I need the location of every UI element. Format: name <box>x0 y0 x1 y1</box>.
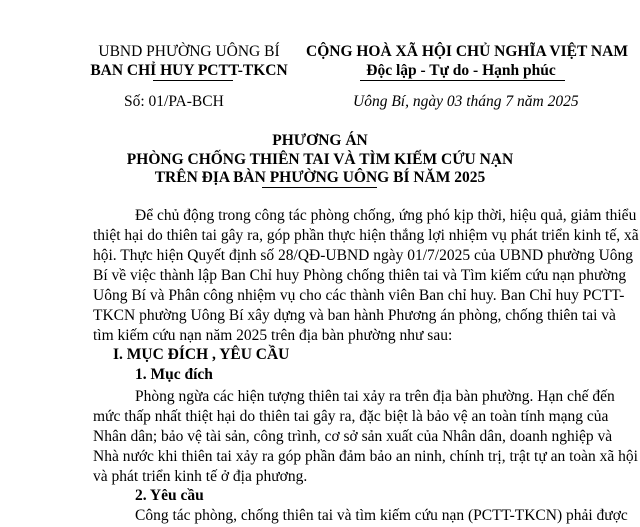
purpose-line: và phát triển kinh tế ở địa phương. <box>93 468 308 485</box>
org-underline <box>153 80 233 81</box>
intro-line: thiệt hại do thiên tai gây ra, góp phần thực hiện thắng lợi nhiệm vụ phát triển kinh tế, xã <box>93 227 639 244</box>
title-line2: PHÒNG CHỐNG THIÊN TAI VÀ TÌM KIẾM CỨU NẠN <box>126 151 514 168</box>
motto-underline <box>360 80 565 81</box>
section-heading: I. MỤC ĐÍCH , YÊU CẦU <box>113 346 290 363</box>
intro-line: TKCN phường Uông Bí xây dựng và ban hành Phương án phòng, chống thiên tai và <box>93 307 616 324</box>
title-line1: PHƯƠNG ÁN <box>272 132 368 149</box>
org-name-line1: UBND PHƯỜNG UÔNG BÍ <box>98 43 280 60</box>
requirements-line: Công tác phòng, chống thiên tai và tìm kiếm cứu nạn (PCTT-TKCN) phải được <box>135 507 628 524</box>
place-and-date: Uông Bí, ngày 03 tháng 7 năm 2025 <box>353 93 579 110</box>
country-name: CỘNG HOÀ XÃ HỘI CHỦ NGHĨA VIỆT NAM <box>306 43 628 60</box>
purpose-line: Nhân dân; bảo vệ tài sản, công trình, cơ sở sản xuất của Nhân dân, doanh nghiệp và <box>93 428 613 445</box>
national-motto: Độc lập - Tự do - Hạnh phúc <box>366 62 556 79</box>
subsection-heading: 1. Mục đích <box>135 366 213 383</box>
purpose-line: Phòng ngừa các hiện tượng thiên tai xảy ra trên địa bàn phường. Hạn chế đến <box>135 388 615 405</box>
document-number: Số: 01/PA-BCH <box>124 93 224 110</box>
intro-line: Để chủ động trong công tác phòng chống, ứng phó kịp thời, hiệu quả, giảm thiểu <box>135 207 637 224</box>
purpose-line: Nhà nước khi thiên tai xảy ra góp phần đảm bảo an ninh, chính trị, trật tự an toàn xã hội <box>93 448 638 465</box>
purpose-line: mức thấp nhất thiệt hại do thiên tai gây ra, đặc biệt là bảo vệ an toàn tính mạng của <box>93 408 609 425</box>
intro-line: Bí về việc thành lập Ban Chỉ huy Phòng chống thiên tai và Tìm kiếm cứu nạn phường <box>93 267 627 284</box>
subsection-heading: 2. Yêu cầu <box>135 487 204 504</box>
intro-line: tìm kiếm cứu nạn năm 2025 trên địa bàn phường như sau: <box>93 327 453 344</box>
title-line3: TRÊN ĐỊA BÀN PHƯỜNG UÔNG BÍ NĂM 2025 <box>154 169 486 186</box>
intro-line: hội. Thực hiện Quyết định số 28/QĐ-UBND ngày 01/7/2025 của UBND phường Uông <box>93 247 634 264</box>
title-underline <box>262 187 377 188</box>
intro-line: Uông Bí và Phân công nhiệm vụ cho các thành viên Ban chỉ huy. Ban Chỉ huy PCTT- <box>93 287 625 304</box>
org-name-line2: BAN CHỈ HUY PCTT-TKCN <box>90 62 288 79</box>
